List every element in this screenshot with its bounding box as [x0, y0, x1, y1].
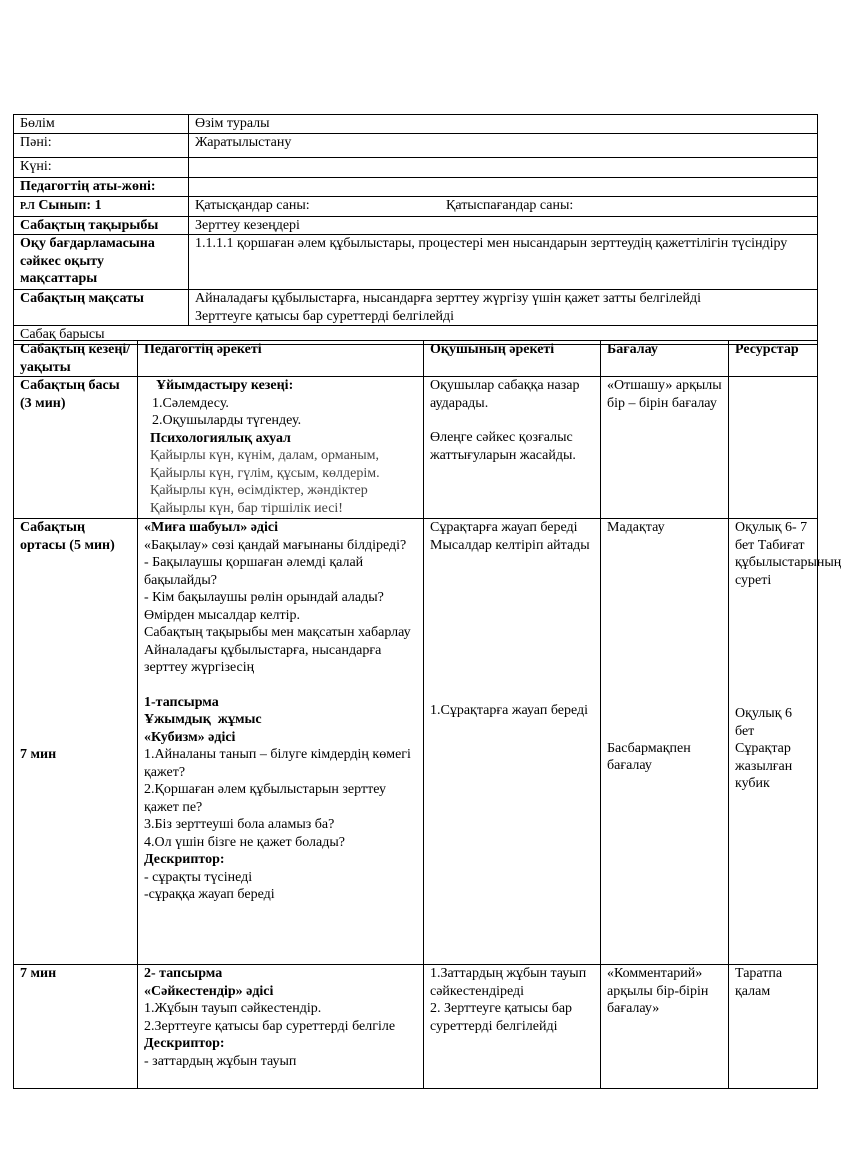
topic-label: Сабақтың тақырыбы — [14, 216, 189, 235]
col-header-resources: Ресурстар — [729, 341, 818, 377]
poem-line: Қайырлы күн, күнім, далам, орманым, — [150, 448, 380, 463]
teacher-line: 2.Қоршаған әлем құбылыстарын зерттеу қажет пе? — [144, 782, 387, 815]
assessment-a: Мадақтау — [607, 520, 665, 535]
student-line: 1.Заттардың жұбын тауып сәйкестендіреді — [430, 966, 587, 999]
list-item: 2.Оқушыларды түгендеу. — [152, 413, 302, 428]
subject-label: Пәні: — [14, 134, 189, 158]
student-line: Сұрақтарға жауап береді — [430, 520, 578, 535]
resources-b: Оқулық 6 бет Сұрақтар жазылған кубик — [735, 706, 793, 791]
teacher-cell — [138, 965, 424, 1089]
table-row — [14, 965, 818, 1089]
class-row — [14, 197, 818, 217]
resources-cell: Таратпа қалам — [729, 965, 818, 1089]
present-label: Қатысқандар саны: — [195, 198, 310, 213]
col-header-student: Оқушының әрекеті — [424, 341, 601, 377]
stage-cell: Сабақтың басы (3 мин) — [14, 377, 138, 519]
org-title: Ұйымдастыру кезеңі: — [156, 378, 294, 393]
student-line: Мысалдар келтіріп айтады — [430, 537, 590, 553]
goal-value — [189, 290, 818, 326]
col-header-teacher: Педагогтің әрекеті — [138, 341, 424, 377]
teacher-line: - Кім бақылаушы рөлін орындай алады? — [144, 590, 384, 605]
poem-line: Қайырлы күн, бар тіршілік иесі! — [150, 500, 343, 516]
task1-title: 1-тапсырма — [144, 694, 219, 710]
table-header-row — [14, 341, 818, 377]
teacher-line: 1.Айналаны танып – білуге кімдердің көмегі қажет? — [144, 747, 411, 780]
class-label: Сынып: 1 — [38, 198, 102, 213]
table-row — [14, 377, 818, 519]
teacher-line: 2.Зерттеуге қатысы бар суреттерді белгіле — [144, 1018, 396, 1034]
absent-label: Қатыспағандар саны: — [446, 198, 574, 213]
lesson-info-table — [13, 114, 818, 345]
teacher-value — [189, 178, 818, 197]
topic-value: Зерттеу кезеңдері — [189, 216, 818, 235]
goal-line: Зерттеуге қатысы бар суреттерді белгілейді — [195, 308, 455, 324]
section-value: Өзім туралы — [189, 115, 818, 134]
subject-value: Жаратылыстану — [189, 134, 818, 158]
assessment-cell: «Комментарий» арқылы бір-бірін бағалау» — [601, 965, 729, 1089]
student-line: Оқушылар сабаққа назар аударады. — [430, 378, 580, 411]
brainstorm-title: «Миға шабуыл» әдісі — [144, 520, 278, 535]
stage-cell: 7 мин — [14, 965, 138, 1089]
stage-cell — [14, 519, 138, 965]
stage-b: 7 мин — [20, 747, 57, 762]
resources-cell — [729, 519, 841, 965]
poem-line: Қайырлы күн, гүлім, құсым, көлдерім. — [150, 465, 380, 481]
attendance-cell — [189, 197, 818, 217]
student-cell — [424, 965, 601, 1089]
student-line: 1.Сұрақтарға жауап береді — [430, 703, 589, 718]
poem-line: Қайырлы күн, өсімдіктер, жәндіктер — [150, 483, 368, 498]
teacher-line: 3.Біз зерттеуші бола аламыз ба? — [144, 817, 335, 832]
teacher-row — [14, 178, 818, 197]
teacher-line: 4.Ол үшін бізге не қажет болады? — [144, 834, 345, 850]
class-prefix: Р.Л — [20, 201, 35, 212]
teacher-line: 1.Жұбын тауып сәйкестендір. — [144, 1001, 322, 1016]
descriptor-line: - сұрақты түсінеді — [144, 869, 253, 885]
lesson-procedure-table — [13, 340, 841, 1089]
date-label: Күні: — [14, 158, 189, 178]
teacher-cell — [138, 519, 424, 965]
stage-a: Сабақтың ортасы (5 мин) — [20, 520, 115, 553]
task1-subtitle: Ұжымдық жұмыс — [144, 712, 262, 727]
progress-label: Сабақ барысы — [14, 326, 818, 345]
assessment-cell: «Отшашу» арқылы бір – бірін бағалау — [601, 377, 729, 519]
task2-method: «Сәйкестендір» әдісі — [144, 983, 274, 999]
assessment-b: Басбармақпен бағалау — [607, 740, 691, 773]
teacher-line: - Бақылаушы қоршаған әлемді қалай бақылайды? — [144, 555, 364, 588]
teacher-line: Сабақтың тақырыбы мен мақсатын хабарлау — [144, 625, 411, 640]
topic-row — [14, 216, 818, 235]
subject-row — [14, 134, 818, 158]
descriptor-line: -сұраққа жауап береді — [144, 887, 275, 902]
table-row — [14, 519, 818, 965]
task1-method: «Кубизм» әдісі — [144, 729, 236, 745]
assessment-cell — [601, 519, 729, 965]
goal-row — [14, 290, 818, 326]
goal-label: Сабақтың мақсаты — [14, 290, 189, 326]
task2-title: 2- тапсырма — [144, 966, 223, 981]
psych-title: Психологиялық ахуал — [150, 430, 291, 446]
list-item: 1.Сәлемдесу. — [152, 395, 229, 411]
student-line: Өлеңге сәйкес қозғалыс жаттығуларын жасайды. — [430, 430, 576, 463]
teacher-line: «Бақылау» сөзі қандай мағынаны білдіреді? — [144, 537, 407, 553]
col-header-assessment: Бағалау — [601, 341, 729, 377]
resources-a: Оқулық 6- 7 бет Табиғат құбылыстарының суреті — [735, 520, 841, 588]
col-header-stage: Сабақтың кезеңі/уақыты — [14, 341, 138, 377]
student-cell — [424, 519, 601, 965]
teacher-cell — [138, 377, 424, 519]
descriptor-line: - заттардың жұбын тауып — [144, 1053, 297, 1069]
date-row — [14, 158, 818, 178]
resources-cell — [729, 377, 818, 519]
date-value — [189, 158, 818, 178]
section-label: Бөлім — [14, 115, 189, 134]
goal-line: Айналадағы құбылыстарға, нысандарға зерттеу жүргізу үшін қажет затты белгілейді — [195, 291, 701, 306]
student-line: 2. Зерттеуге қатысы бар суреттерді белгілейді — [430, 1001, 573, 1034]
section-row — [14, 115, 818, 134]
descriptor-label: Дескриптор: — [144, 852, 225, 867]
class-cell — [14, 197, 189, 217]
objectives-row — [14, 235, 818, 290]
teacher-line: Өмірден мысалдар келтір. — [144, 607, 300, 623]
student-cell — [424, 377, 601, 519]
teacher-label: Педагогтің аты-жөні: — [14, 178, 189, 197]
descriptor-label: Дескриптор: — [144, 1036, 225, 1051]
objectives-label: Оқу бағдарламасына сәйкес оқыту мақсаттары — [14, 235, 189, 290]
teacher-line: Айналадағы құбылыстарға, нысандарға зерттеу жүргізесің — [144, 642, 382, 675]
objectives-value: 1.1.1.1 қоршаған әлем құбылыстары, процестері мен нысандарын зерттеудің қажеттілігін түсіндіру — [189, 235, 818, 290]
